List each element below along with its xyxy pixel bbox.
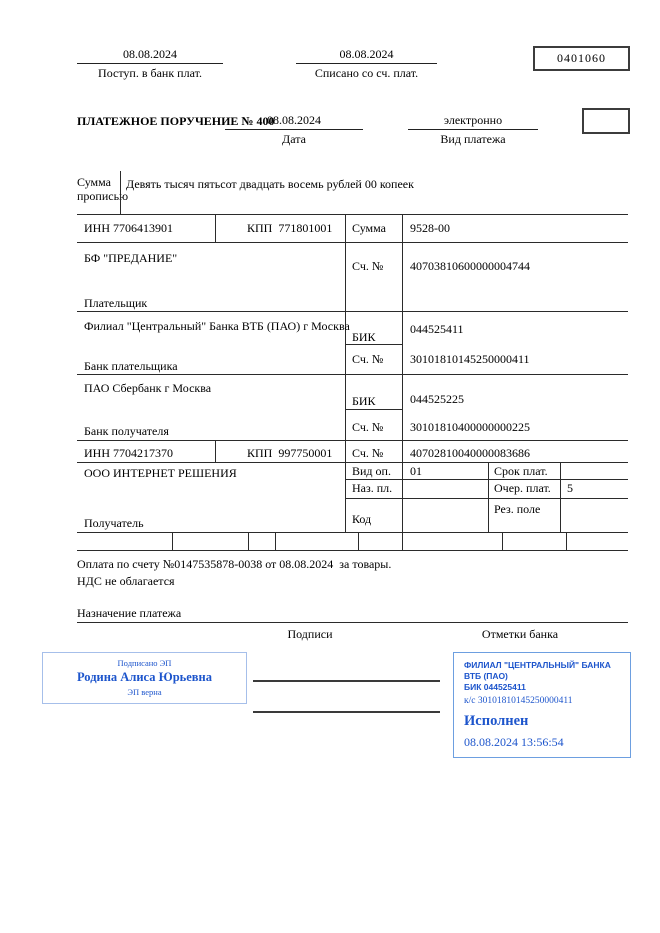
bank-marks-label: Отметки банка — [481, 627, 559, 641]
payer-account-value: 40703810600000004744 — [410, 259, 530, 273]
naz-pl-label: Наз. пл. — [352, 481, 393, 495]
bank-stamp — [453, 652, 631, 758]
form-code-box: 0401060 — [533, 46, 630, 71]
payer-caption: Плательщик — [84, 296, 148, 310]
bank-stamp-bik: БИК 044525411 — [464, 682, 526, 692]
signature-line-1 — [253, 680, 440, 682]
payee-kpp: КПП 997750001 — [247, 446, 333, 460]
payment-kind-block — [408, 113, 538, 147]
payer-bank-bik-label: БИК — [352, 330, 376, 344]
debited-date: 08.08.2024 — [296, 47, 437, 64]
table-hline — [77, 532, 628, 533]
rez-pole-label: Рез. поле — [494, 502, 541, 516]
signatures-label: Подписи — [287, 627, 333, 641]
payee-caption: Получатель — [84, 516, 144, 530]
reserve-box — [582, 108, 630, 134]
table-vline — [560, 462, 561, 532]
payee-bank-account-label: Сч. № — [352, 420, 384, 434]
amount-words-label: Сумма прописью — [77, 175, 129, 203]
table-hline — [345, 498, 628, 499]
ocher-plat-value: 5 — [567, 481, 573, 495]
table-hline — [77, 440, 628, 441]
payee-bank-caption: Банк получателя — [84, 424, 169, 438]
debited-label: Списано со сч. плат. — [314, 66, 419, 80]
payer-bank-caption: Банк плательщика — [84, 359, 178, 373]
kod-label: Код — [352, 512, 372, 526]
purpose-caption: Назначение платежа — [77, 606, 182, 620]
table-hline — [77, 214, 628, 215]
received-label: Поступ. в банк плат. — [98, 66, 202, 80]
purpose-line-1: Оплата по счету №0147535878-0038 от 08.08.2024 за товары. — [77, 557, 392, 571]
payment-kind-value: электронно — [408, 113, 538, 130]
amount-words-value: Девять тысяч пятьсот двадцать восемь рублей 00 копеек — [126, 177, 414, 191]
payee-inn: ИНН 7704217370 — [84, 446, 173, 460]
sum-value: 9528-00 — [410, 221, 450, 235]
signature-line-2 — [253, 711, 440, 713]
bank-stamp-corr-account: к/с 30101810145250000411 — [464, 696, 573, 706]
payer-bank-account-value: 30101810145250000411 — [410, 352, 530, 366]
payee-bank-bik-value: 044525225 — [410, 392, 464, 406]
table-vline — [120, 171, 121, 215]
bank-stamp-bank-name-2: ВТБ (ПАО) — [464, 671, 508, 681]
payment-kind-label: Вид платежа — [440, 132, 506, 146]
payer-inn: ИНН 7706413901 — [84, 221, 173, 235]
payee-name: ООО ИНТЕРНЕТ РЕШЕНИЯ — [84, 466, 237, 480]
payee-bank-account-value: 30101810400000000225 — [410, 420, 530, 434]
table-hline — [77, 311, 628, 312]
table-vline — [502, 532, 503, 550]
bank-stamp-status: Исполнен — [464, 713, 529, 729]
payer-bank-name: Филиал "Центральный" Банка ВТБ (ПАО) г Москва — [84, 319, 350, 333]
doc-title: ПЛАТЕЖНОЕ ПОРУЧЕНИЕ № 400 — [77, 114, 275, 128]
table-vline — [215, 214, 216, 242]
table-vline — [248, 532, 249, 550]
srok-plat-label: Срок плат. — [494, 464, 548, 478]
payer-bank-bik-value: 044525411 — [410, 322, 464, 336]
table-vline — [275, 532, 276, 550]
payer-bank-account-label: Сч. № — [352, 352, 384, 366]
table-hline — [345, 479, 628, 480]
payer-kpp: КПП 771801001 — [247, 221, 333, 235]
sum-label: Сумма — [352, 221, 386, 235]
table-hline — [77, 462, 628, 463]
payer-name: БФ "ПРЕДАНИЕ" — [84, 251, 178, 265]
table-vline — [215, 440, 216, 462]
table-vline — [488, 462, 489, 532]
purpose-line-2: НДС не облагается — [77, 574, 175, 588]
debited-block — [296, 47, 437, 81]
payee-account-value: 40702810040000083686 — [410, 446, 530, 460]
payee-bank-bik-label: БИК — [352, 394, 376, 408]
signature-stamp — [42, 652, 247, 704]
doc-date: 08.08.2024 — [225, 113, 363, 130]
doc-date-label: Дата — [282, 132, 306, 146]
payer-account-label: Сч. № — [352, 259, 384, 273]
received-block — [77, 47, 223, 81]
table-hline — [77, 242, 628, 243]
signature-stamp-line1: Подписано ЭП — [117, 658, 172, 668]
table-hline — [77, 374, 628, 375]
received-date: 08.08.2024 — [77, 47, 223, 64]
payee-account-label: Сч. № — [352, 446, 384, 460]
table-vline — [358, 532, 359, 550]
signature-stamp-line3: ЭП верна — [127, 687, 162, 697]
payee-bank-name: ПАО Сбербанк г Москва — [84, 381, 212, 395]
table-vline — [566, 532, 567, 550]
doc-date-block — [225, 113, 363, 147]
vid-op-label: Вид оп. — [352, 464, 391, 478]
table-vline — [402, 214, 403, 532]
table-hline — [77, 550, 628, 551]
table-vline — [172, 532, 173, 550]
signer-name: Родина Алиса Юрьевна — [76, 670, 213, 684]
ocher-plat-label: Очер. плат. — [494, 481, 551, 495]
purpose-underline — [77, 622, 628, 623]
bank-stamp-timestamp: 08.08.2024 13:56:54 — [464, 735, 564, 749]
bank-stamp-bank-name-1: ФИЛИАЛ "ЦЕНТРАЛЬНЫЙ" БАНКА — [464, 660, 611, 670]
vid-op-value: 01 — [410, 464, 422, 478]
table-vline — [402, 532, 403, 550]
table-hline — [345, 409, 402, 410]
table-vline — [345, 214, 346, 532]
